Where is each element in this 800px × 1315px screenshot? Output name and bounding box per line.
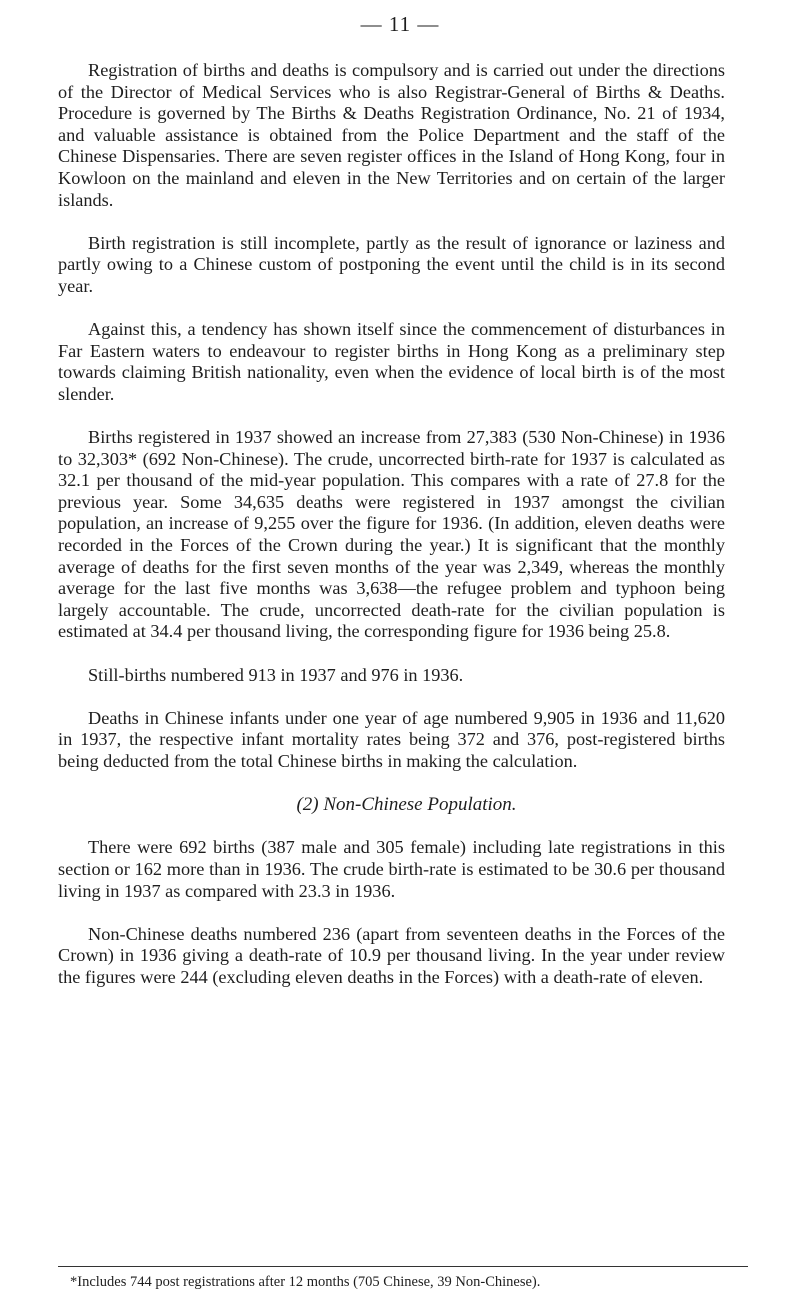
paragraph-nationality: Against this, a tendency has shown itself since the commencement of disturbances in Far Eastern waters to endeavour to register births in Hong Kong as a preliminary step towards claiming British nationality, even when the evidence of local birth is of the most slender. <box>58 319 725 404</box>
paragraph-registration: Registration of births and deaths is compulsory and is carried out under the directions of the Director of Medical Services who is also Registrar-General of Births & Deaths. Procedure is governed by The Births & Deaths Registration Ordinance, No. 21 of 1934, and valuable assistance is obtained from the Police Department and the staff of the Chinese Dispensaries. There are seven register offices in the Island of Hong Kong, four in Kowloon on the mainland and eleven in the New Territories and on certain of the larger islands. <box>58 60 725 210</box>
paragraph-incomplete: Birth registration is still incomplete, partly as the result of ignorance or laziness and partly owing to a Chinese custom of postponing the event until the child is in its second year. <box>58 232 725 296</box>
paragraph-non-chinese-births: There were 692 births (387 male and 305 female) including late registrations in this section or 162 more than in 1936. The crude birth-rate is estimated to be 30.6 per thousand living in 1937 as compared with 23.3 in 1936. <box>58 837 725 901</box>
paragraph-births-deaths: Births registered in 1937 showed an increase from 27,383 (530 Non-Chinese) in 1936 to 32,303* (692 Non-Chinese). The crude, uncorrected birth-rate for 1937 is calculated as 32.1 per thousand of the mid-year population. This compares with a rate of 27.8 for the previous year. Some 34,635 deaths were registered in 1937 amongst the civilian population, an increase of 9,255 over the figure for 1936. (In addition, eleven deaths were recorded in the Forces of the Crown during the year.) It is significant that the monthly average of deaths for the first seven months of the year was 2,349, whereas the monthly average for the last five months was 3,638—the refugee problem and typhoon being largely accountable. The crude, uncorrected death-rate for the civilian population is estimated at 34.4 per thousand living, the corresponding figure for 1936 being 25.8. <box>58 427 725 642</box>
paragraph-non-chinese-deaths: Non-Chinese deaths numbered 236 (apart from seventeen deaths in the Forces of the Crown) in 1936 giving a death-rate of 10.9 per thousand living. In the year under review the figures were 244 (excluding eleven deaths in the Forces) with a death-rate of eleven. <box>58 923 725 987</box>
paragraph-still-births: Still-births numbered 913 in 1937 and 976 in 1936. <box>88 664 464 685</box>
body-text <box>58 60 725 989</box>
page-number: — 11 — <box>360 12 440 36</box>
section-heading: (2) Non-Chinese Population. <box>296 794 517 816</box>
footnote: *Includes 744 post registrations after 12 months (705 Chinese, 39 Non-Chinese). <box>70 1274 541 1290</box>
paragraph-infant-deaths: Deaths in Chinese infants under one year of age numbered 9,905 in 1936 and 11,620 in 1937, the respective infant mortality rates being 372 and 376, post-registered births being deducted from the total Chinese births in making the calculation. <box>58 707 725 771</box>
footnote-divider <box>58 1266 748 1267</box>
